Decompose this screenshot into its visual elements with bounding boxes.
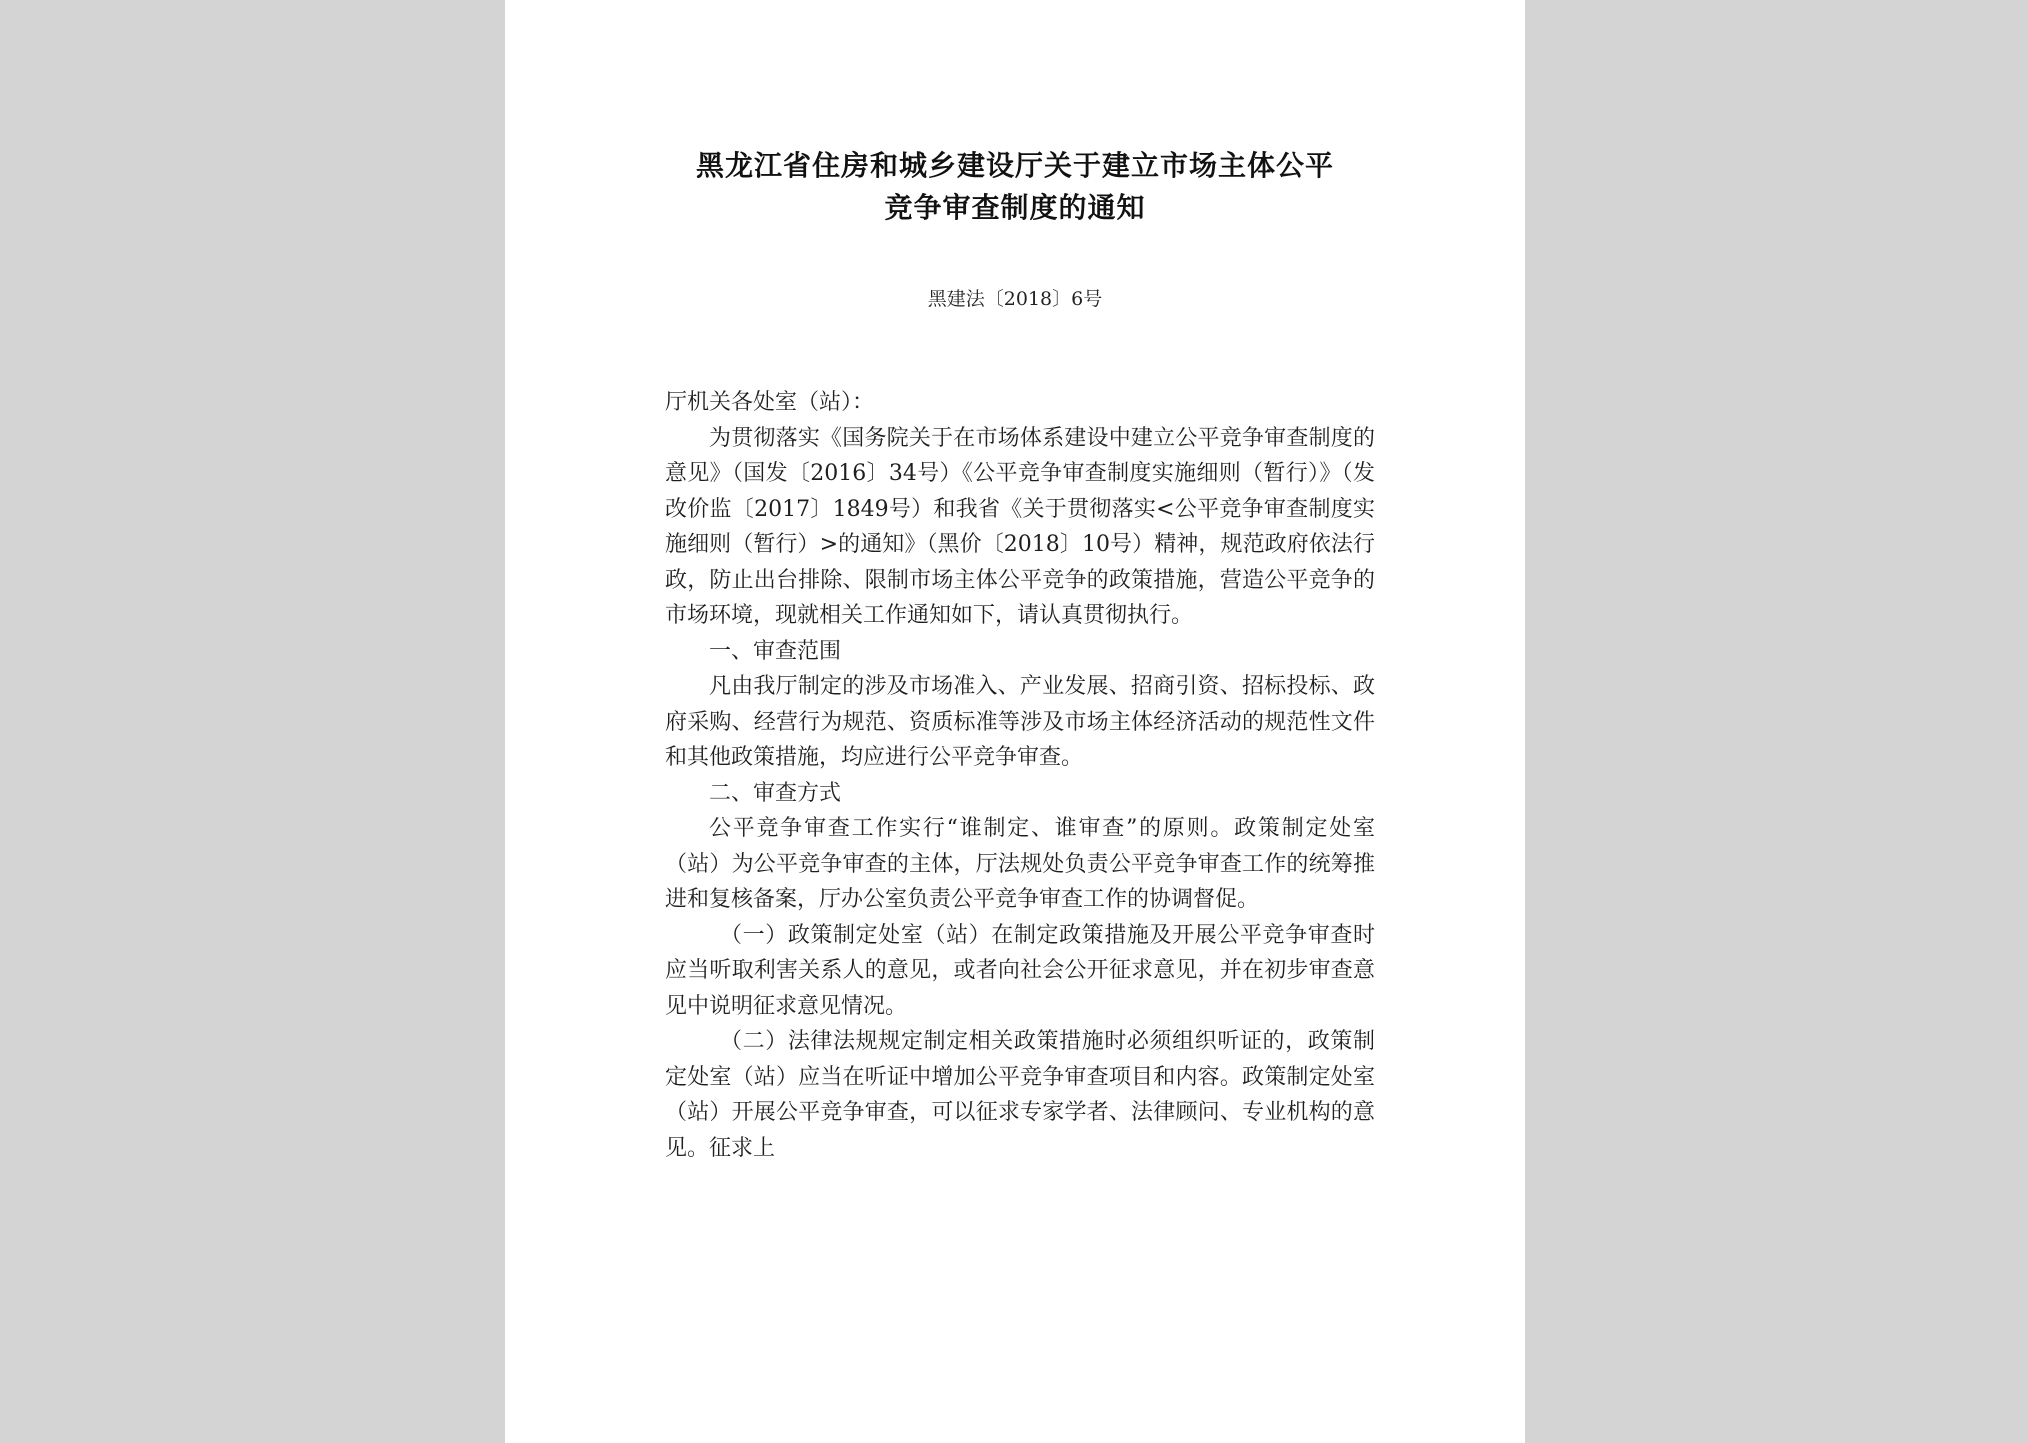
- salutation: 厅机关各处室（站）：: [665, 390, 875, 415]
- paragraph-scope: 凡由我厅制定的涉及市场准入、产业发展、招商引资、招标投标、政府采购、经营行为规范、资质标准等涉及市场主体经济活动的规范性文件和其他政策措施，均应进行公平竞争审查。: [665, 674, 1375, 770]
- section-heading-scope: 一、审查范围: [709, 638, 842, 664]
- section-heading-method: 二、审查方式: [709, 780, 842, 806]
- document-page: [505, 0, 1525, 1443]
- document-body: [665, 385, 1375, 1166]
- paragraph-intro: 为贯彻落实《国务院关于在市场体系建设中建立公平竞争审查制度的意见》（国发〔2016〕34号）《公平竞争审查制度实施细则（暂行）》（发改价监〔2017〕1849号）和我省《关于贯彻落实<公平竞争审查制度实施细则（暂行）>的通知》（黑价〔2018〕10号）精神，规范政府依法行政，防止出台排除、限制市场主体公平竞争的政策措施，营造公平竞争的市场环境，现就相关工作通知如下，请认真贯彻执行。: [665, 425, 1375, 628]
- paragraph-subitem-2: （二）法律法规规定制定相关政策措施时必须组织听证的，政策制定处室（站）应当在听证中增加公平竞争审查项目和内容。政策制定处室（站）开展公平竞争审查，可以征求专家学者、法律顾问、专业机构的意见。征求上: [665, 1029, 1375, 1161]
- paragraph-method: 公平竞争审查工作实行“谁制定、谁审查”的原则。政策制定处室（站）为公平竞争审查的主体，厅法规处负责公平竞争审查工作的统筹推进和复核备案，厅办公室负责公平竞争审查工作的协调督促。: [665, 816, 1375, 912]
- document-title-line-2: 竞争审查制度的通知: [884, 191, 1146, 224]
- document-title-line-1: 黑龙江省住房和城乡建设厅关于建立市场主体公平: [695, 149, 1334, 182]
- paragraph-subitem-1: （一）政策制定处室（站）在制定政策措施及开展公平竞争审查时应当听取利害关系人的意见，或者向社会公开征求意见，并在初步审查意见中说明征求意见情况。: [665, 922, 1375, 1019]
- document-number: 黑建法〔2018〕6号: [927, 288, 1103, 310]
